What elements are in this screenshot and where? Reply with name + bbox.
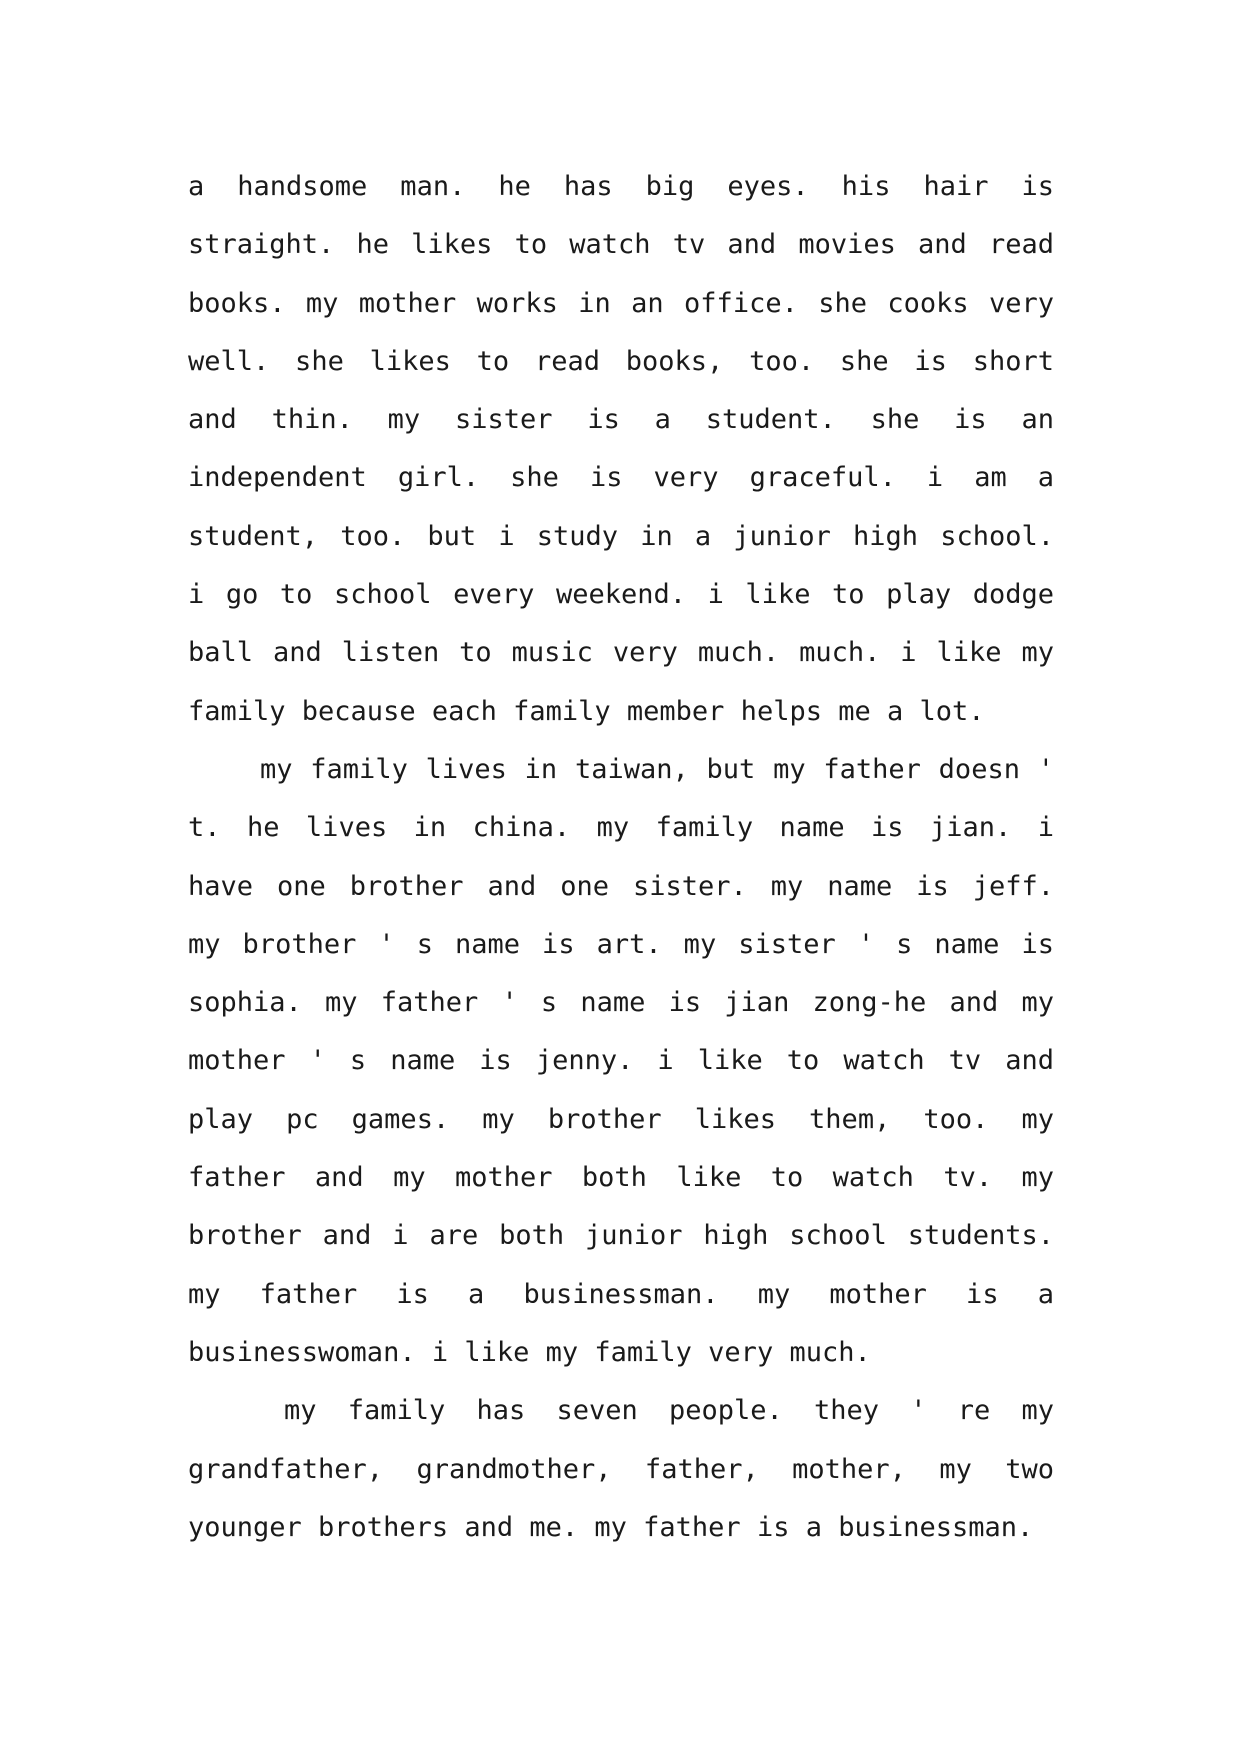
text-line: and thin. my sister is a student. she is an [188, 404, 1054, 436]
body-text [188, 158, 1054, 1557]
text-line: i go to school every weekend. i like to play dodge [188, 579, 1054, 611]
text-line: sophia. my father ' s name is jian zong-he and my [188, 987, 1054, 1019]
paragraph-first-line: my family lives in taiwan, but my father doesn ' [260, 753, 1054, 785]
text-line: businesswoman. i like my family very much. [188, 1336, 871, 1368]
text-line: brother and i are both junior high school students. [188, 1220, 1054, 1252]
text-line: a handsome man. he has big eyes. his hair is [188, 171, 1054, 202]
text-line: ball and listen to music very much. much. i like my [188, 637, 1054, 669]
text-line: straight. he likes to watch tv and movies and read [188, 229, 1054, 261]
text-line: grandfather, grandmother, father, mother, my two [188, 1453, 1054, 1485]
text-line: play pc games. my brother likes them, too. my [188, 1103, 1054, 1135]
text-line: family because each family member helps me a lot. [188, 695, 985, 727]
text-line: younger brothers and me. my father is a businessman. [188, 1511, 1034, 1543]
text-line: t. he lives in china. my family name is jian. i [188, 812, 1054, 844]
text-line: my father is a businessman. my mother is a [188, 1278, 1054, 1310]
text-line: my brother ' s name is art. my sister ' s name is [188, 928, 1054, 960]
text-line: student, too. but i study in a junior high school. [188, 520, 1054, 552]
text-line: have one brother and one sister. my name is jeff. [188, 870, 1054, 902]
text-line: father and my mother both like to watch tv. my [188, 1162, 1054, 1194]
paragraph-first-line: my family has seven people. they ' re my [284, 1395, 1054, 1427]
text-line: independent girl. she is very graceful. i am a [188, 462, 1054, 494]
text-line: books. my mother works in an office. she cooks very [188, 287, 1054, 319]
text-line: well. she likes to read books, too. she is short [188, 345, 1054, 377]
text-line: mother ' s name is jenny. i like to watch tv and [188, 1045, 1054, 1077]
